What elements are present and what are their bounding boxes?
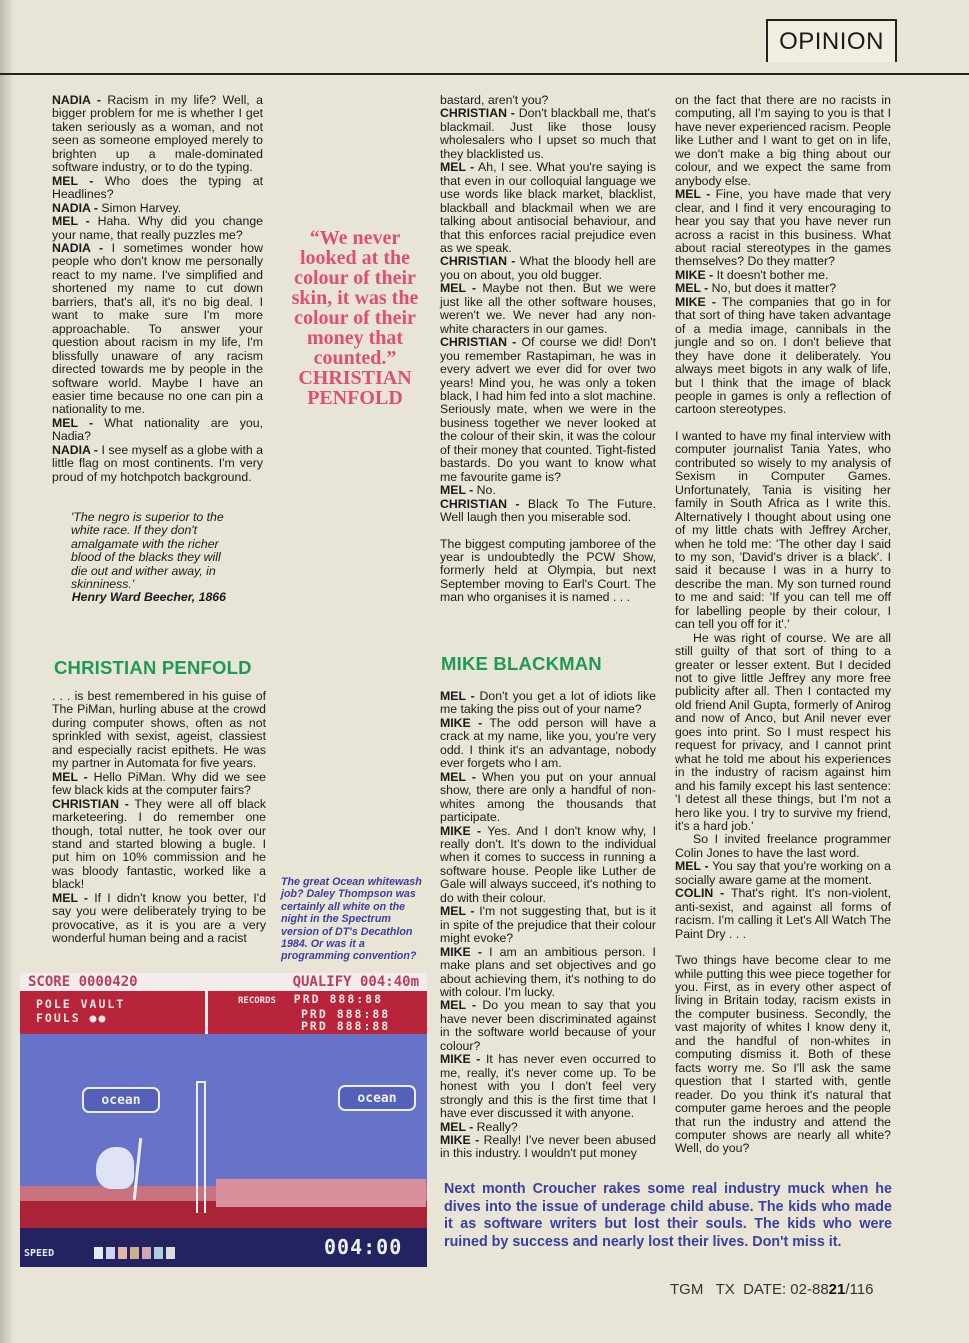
- heading-mike-blackman: MIKE BLACKMAN: [441, 653, 602, 674]
- speaker-label: NADIA -: [52, 93, 101, 107]
- speed-segment: [106, 1247, 115, 1259]
- dialog-text: Maybe not then. But we were just like all the other software houses, weren't we. We never had any non-white characters in our games.: [440, 281, 657, 336]
- speaker-label: MIKE -: [675, 294, 716, 309]
- dialog-line: [440, 484, 656, 497]
- speaker-label: MEL -: [440, 689, 475, 703]
- dialog-line: [52, 417, 263, 444]
- column-3-paragraph-2: He was right of course. We are all still guilty of that sort of thing to a greater or lesser extent. But I decided not to give little Jeffrey any more free publicity after all. Then I contacted my old friend Anil Gupta, formerly of Anirog and now of Anco, but Anil never ever goes into print. So I must respect his request for privacy, and I cannot print what he told me about his experiences in the industry of racism against him and his family except his last sentence: 'I detest all these things, but I'm not a hero like you. I try to survive my friend, it's a hard job.': [675, 630, 891, 834]
- landing-mat: [216, 1179, 426, 1207]
- dialog-line: [440, 690, 656, 717]
- dialog-line: [440, 161, 656, 255]
- heading-christian-penfold: CHRISTIAN PENFOLD: [54, 657, 252, 678]
- speaker-label: MIKE -: [440, 1052, 481, 1067]
- dialog-line: [675, 282, 891, 295]
- speaker-label: MEL -: [440, 483, 474, 498]
- speaker-label: MIKE -: [675, 267, 714, 282]
- column-1-christian-interview: [52, 690, 266, 946]
- speaker-label: MEL -: [440, 1119, 474, 1134]
- dialog-line: [675, 269, 891, 282]
- dialog-text: It doesn't bother me.: [713, 267, 829, 282]
- dialog-line: [52, 798, 266, 892]
- dialog-text: I'm not suggesting that, but is it in spite of the prejudice that their colour might evoke?: [440, 904, 657, 946]
- dialog-line: [52, 771, 266, 798]
- dialog-line: [440, 1134, 656, 1161]
- dialog-text: Haha. Why did you change your name, that really puzzles me?: [52, 214, 263, 242]
- speed-segment: [142, 1247, 151, 1259]
- speaker-label: CHRISTIAN -: [440, 254, 516, 269]
- column-2: [440, 94, 656, 605]
- column-2-interview: [440, 94, 656, 525]
- image-caption: The great Ocean whitewash job? Daley Thompson was certainly all white on the night in the Spectrum version of DT's Decathlon 1984. Or was it a programming convention?: [281, 876, 422, 963]
- speaker-label: MIKE -: [440, 823, 482, 838]
- pull-quote-text: “We never looked at the colour of their skin, it was the colour of their money that counted.”: [291, 227, 419, 369]
- dialog-text: . . . is best remembered in his guise of The PiMan, hurling abuse at the crowd during computer shows, often as not sprinkled with sexist, ageist, classiest and especially racist epithets. He was my partner in Automata for five years.: [52, 689, 266, 771]
- dialog-text: Really?: [473, 1119, 518, 1134]
- dialog-text: The odd person will have a crack at my name, like you, you're very odd. I think it's an advantage, nobody ever forgets who I am.: [440, 715, 656, 771]
- pole-vault-stand: [196, 1081, 206, 1213]
- dialog-text: bastard, aren't you?: [440, 93, 549, 107]
- dialog-text: If I didn't know you better, I'd say you were deliberately trying to be provocative, as it is you are a very wonderful human being and a racist: [52, 890, 266, 946]
- speaker-label: CHRISTIAN -: [440, 496, 520, 511]
- dialog-text: Black To The Future. Well laugh then you miserable sod.: [440, 496, 656, 525]
- speaker-label: MIKE -: [440, 715, 483, 730]
- ocean-logo-right: ocean: [338, 1085, 416, 1111]
- dialog-text: No, but does it matter?: [708, 281, 837, 296]
- dialog-text: Yes. And I don't know why, I really don't. It's down to the individual when it comes to success in running a software house. People like Luther de Gale will always succeed, it's nothing to do with their colour.: [440, 823, 656, 905]
- footer-page: 21: [828, 1281, 846, 1298]
- speed-segment: [154, 1247, 163, 1259]
- dialog-text: Of course we did! Don't you remember Rastapiman, he was in every advert we ever did for over two years! Mind you, he was only a token black, I had him fed into a slot machine. Seriously mate, when we were in the business together we never looked at the colour of their skin, it was the colour of their money that counted. Tight-fisted bastards. Do you want to know what me favourite game is?: [440, 335, 656, 484]
- dialog-line: [440, 946, 656, 1000]
- speed-segment: [166, 1247, 175, 1259]
- dialog-text: on the fact that there are no racists in computing, all I'm saying to you is that I have never experienced racism. People like Luther and I want to get on in life, we don't make a big thing about our colour, and we expect the same from anybody else.: [675, 93, 892, 188]
- dialog-line: [52, 94, 263, 175]
- game-record-3: PRD 888:88: [301, 1019, 391, 1033]
- column-2-paragraph: The biggest computing jamboree of the year is undoubtedly the PCW Show, formerly held at Olympia, but next September moving to Earl's Court. The man who organises it is named . . .: [440, 536, 656, 605]
- dialog-text: Really! I've never been abused in this industry. I wouldn't put money: [440, 1132, 656, 1161]
- dialog-text: The companies that go in for that sort of thing have taken advantage of a media image, cannibals in the jungle and so on. I don't believe that they have done it deliberately. You always meet bigots in any walk of life, but I think that the image of black people in games is only a reflection of cartoon stereotypes.: [675, 294, 891, 417]
- speaker-label: MIKE -: [440, 944, 482, 959]
- dialog-line: [440, 255, 656, 282]
- footer-magazine: TGM: [670, 1281, 704, 1298]
- dialog-line: [440, 498, 656, 525]
- speaker-label: MEL -: [52, 214, 90, 229]
- game-score-bar: [20, 973, 427, 991]
- column-3-colin-interview: [675, 860, 891, 941]
- speaker-label: COLIN -: [675, 886, 725, 901]
- column-3-paragraph-4: Two things have become clear to me while putting this wee piece together for you. First, as in every other aspect of living in Britain today, racism exists in the computer business. Secondly, the vast majority of whites I know deny it, and the handful of non-whites in computing dismiss it. Both of these facts worry me. So I'll ask the same question that I started with, gentle reader. Do you think it's natural that computer game heroes and the people that run the industry and attend the computer shows are nearly all white? Well, do you?: [675, 953, 892, 1156]
- speaker-label: MEL -: [675, 859, 709, 874]
- speaker-label: CHRISTIAN -: [52, 796, 129, 811]
- dialog-text: Racism in my life? Well, a bigger problem for me is whether I get taken seriously as a woman, and not seen as someone employed merely to brighten up a male-dominated software industry, or to do the typing.: [52, 93, 263, 175]
- footer-tx: TX: [715, 1281, 735, 1298]
- dialog-line: [675, 94, 891, 188]
- game-speed-label: SPEED: [24, 1248, 55, 1259]
- dialog-line: [52, 202, 263, 215]
- column-3-interview: [675, 94, 891, 417]
- ocean-logo-left: ocean: [82, 1087, 160, 1113]
- speaker-label: MEL -: [440, 160, 475, 175]
- dialog-text: It has never even occurred to me, really, it's never come up. To be honest with you I don't feel very strongly and this is the first time that I have ever discussed it with anyone.: [440, 1052, 656, 1121]
- dialog-line: [52, 242, 263, 417]
- dialog-line: [440, 825, 656, 906]
- dialog-text: Hello PiMan. Why did we see few black kids at the computer fairs?: [52, 769, 266, 798]
- speed-segment: [94, 1247, 103, 1259]
- historical-quote: [71, 511, 226, 605]
- dialog-text: Simon Harvey.: [98, 200, 182, 215]
- page-edge-shadow: [0, 0, 14, 1343]
- speaker-label: NADIA -: [52, 240, 104, 255]
- speaker-label: MEL -: [52, 415, 94, 430]
- column-2-mike-interview: [440, 690, 656, 1161]
- speaker-label: MEL -: [440, 281, 477, 296]
- speaker-label: NADIA -: [52, 200, 98, 215]
- dialog-text: They were all off black marketeering. I do remember one though, total nutter, he took over our stand and started blowing a bugle. I put him on 10% commission and he was bloody fantastic, worked like a black!: [52, 796, 267, 892]
- game-record-1: PRD 888:88: [293, 992, 384, 1006]
- dialog-text: When you put on your annual show, there are only a handful of non-whites among the thousands that participate.: [440, 769, 656, 825]
- speaker-label: MIKE -: [440, 1132, 480, 1147]
- speaker-label: MEL -: [675, 281, 709, 296]
- dialog-text: No.: [473, 483, 496, 498]
- dialog-line: [675, 860, 891, 887]
- speaker-label: MEL -: [440, 998, 477, 1013]
- dialog-line: [440, 336, 656, 484]
- speaker-label: NADIA -: [52, 442, 99, 457]
- dialog-line: [440, 1121, 656, 1134]
- dialog-text: What the bloody hell are you on about, you old bugger.: [440, 254, 657, 282]
- dialog-line: [52, 690, 266, 771]
- athlete-sprite: [96, 1147, 134, 1189]
- dialog-text: I am an ambitious person. I make plans and set objectives and go about achieving them, it's nothing to do with colour. I'm lucky.: [440, 944, 656, 999]
- page-footer: [670, 1281, 873, 1298]
- section-tab: OPINION: [766, 19, 897, 62]
- speaker-label: MEL -: [52, 173, 94, 188]
- column-3: [675, 94, 891, 1156]
- dialog-line: [440, 905, 656, 945]
- column-1-interview: [52, 94, 263, 484]
- dialog-text: You say that you're working on a socially aware game at the moment.: [675, 859, 891, 887]
- speaker-label: MEL -: [52, 890, 89, 905]
- game-records-label: RECORDS: [238, 996, 276, 1006]
- speaker-label: CHRISTIAN -: [440, 335, 517, 350]
- quote-text: 'The negro is superior to the white race. If they don't amalgamate with the richer blood of the blacks they will die out and wither away, in skinniness.': [71, 510, 224, 592]
- pull-quote-author: CHRISTIAN PENFOLD: [298, 367, 412, 409]
- game-event: POLE VAULT: [36, 997, 126, 1011]
- speaker-label: MEL -: [52, 769, 88, 784]
- column-3-paragraph-1: I wanted to have my final interview with computer journalist Tania Yates, who contributed so wisely to my analysis of Sexism in Computer Games. Unfortunately, Tania is visiting her family in South Africa as I write this. Alternatively I thought about using one of my little chats with Jeffrey Archer, when he told me: 'The other day I said to my son, 'David's driver is a black'. I said it because I was in a hurry to describe the man. My son turned round to me and said: 'If you can tell me off for labelling people by their colour, I can tell you off for it'.': [675, 428, 891, 632]
- dialog-text: I see myself as a globe with a little flag on most continents. I'm very proud of my hotchpotch background.: [52, 442, 263, 484]
- speaker-label: MEL -: [440, 904, 475, 919]
- quote-author: Henry Ward Beecher, 1866: [71, 590, 226, 605]
- dialog-line: [675, 188, 891, 269]
- dialog-text: What nationality are you, Nadia?: [52, 415, 263, 444]
- footer-date: DATE: 02-88: [743, 1281, 829, 1298]
- game-qualify: QUALIFY 004:40m: [292, 974, 419, 990]
- dialog-line: [440, 94, 656, 107]
- dialog-text: I sometimes wonder how people who don't know me personally react to my name. I've simplified and shortened my name to cut down barriers, that's all, it's no big deal. I want to make sure I'm more approachable. To answer your question about racism in my life, I'm blissfully unaware of any racism directed towards me by people in the software world. Maybe I have an easier time because no one can pin a nationality to me.: [52, 240, 263, 417]
- column-3-paragraph-3: So I invited freelance programmer Colin Jones to have the last word.: [675, 832, 891, 860]
- dialog-line: [52, 444, 263, 484]
- dialog-line: [52, 215, 263, 242]
- dialog-text: Do you mean to say that you have never been discriminated against in the software world because of your colour?: [440, 998, 657, 1053]
- speaker-label: CHRISTIAN -: [440, 106, 515, 121]
- speed-segment: [130, 1247, 139, 1259]
- dialog-text: Who does the typing at Headlines?: [52, 173, 263, 202]
- game-screenshot: [20, 973, 427, 1267]
- dialog-line: [52, 892, 266, 946]
- dialog-text: That's right. It's non-violent, anti-sexist, and against all forms of racism. I'm calling it Let's All Watch The Paint Dry . . .: [675, 886, 892, 941]
- game-record-2: PRD 888:88: [301, 1006, 391, 1021]
- dialog-text: Don't blackball me, that's blackmail. Just like those lousy wholesalers who I upset so much that they blacklisted us.: [440, 106, 656, 161]
- dialog-line: [440, 717, 656, 771]
- dialog-line: [675, 887, 891, 941]
- dialog-line: [52, 175, 263, 202]
- dialog-line: [440, 771, 656, 825]
- speed-segment: [118, 1247, 127, 1259]
- game-score: SCORE 0000420: [28, 974, 138, 990]
- speaker-label: MEL -: [675, 187, 711, 202]
- pull-quote: [282, 228, 428, 408]
- dialog-line: [675, 296, 891, 417]
- game-info-panel: [20, 991, 427, 1034]
- header-rule: [0, 73, 969, 75]
- game-fouls: FOULS ●●: [36, 1011, 108, 1025]
- dialog-line: [440, 282, 656, 336]
- next-month-teaser: Next month Croucher rakes some real industry muck when he dives into the issue of underage child abuse. The kids who made it as software writers but lost their souls. The kids who were ruined by success and nearly lost their lives. Don't miss it.: [444, 1181, 892, 1250]
- dialog-text: Fine, you have made that very clear, and I find it very encouraging to hear you say that you have never run across a racist in this business. What about racial stereotypes in the games themselves? Do they matter?: [675, 187, 891, 269]
- footer-total: /116: [845, 1281, 874, 1298]
- game-panel-divider: [205, 991, 208, 1034]
- speaker-label: MEL -: [440, 769, 476, 784]
- dialog-line: [440, 1053, 656, 1120]
- game-timer: 004:00: [324, 1235, 403, 1259]
- dialog-text: Don't you get a lot of idiots like me taking the piss out of your name?: [440, 689, 656, 717]
- dialog-line: [440, 107, 656, 161]
- dialog-line: [440, 999, 656, 1053]
- dialog-text: Ah, I see. What you're saying is that even in our colloquial language we use words like black market, blacklist, blackball and blackmail when we are talking about antisocial behaviour, and that this enforces racial prejudice even as we speak.: [440, 160, 656, 255]
